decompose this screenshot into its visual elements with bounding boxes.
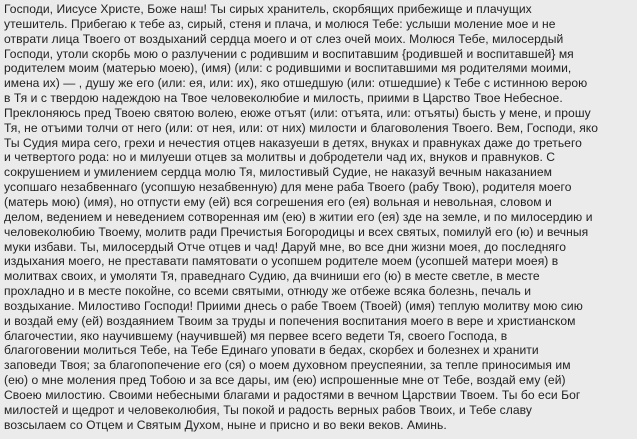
prayer-line: благоговении молиться Тебе, на Тебе Единаго уповати в бедах, скорбех и болезнех и хранити (4, 343, 539, 358)
prayer-line: молитвах своих, и умоляти Тя, праведнаго Судию, да вчиниши его (ю) в месте светле, в месте (4, 269, 540, 284)
prayer-line: утешитель. Прибегаю к тебе аз, сирый, стеня и плача, и молюся Тебе: услыши моление мое и не (4, 16, 556, 31)
prayer-line: муки избави. Ты, милосердый Отче отцев и чад! Даруй мне, во все дни жизни моея, до последняго (4, 239, 566, 254)
prayer-line: Своею милостию. Своими небесными благами и радостями в вечном Царствии Твоем. Ты бо еси Бог (4, 387, 581, 402)
prayer-line: Тя, не отъими толчи от него (или: от нея, или: от них) милости и благоволения Твоего. Вем, Господи, яко (4, 120, 599, 135)
prayer-line: заповеди Твоя; за благопопечение его (ся) о моем духовном преуспеянии, за тепле приносимыя им (4, 358, 571, 373)
prayer-text (4, 2, 633, 432)
prayer-line: (ею) о мне моления пред Тобою и за все дары, им (ею) испрошенные мне от Тебе, воздай ему (ей) (4, 373, 566, 388)
prayer-line: и четвертого рода: но и милуеши отцев за молитвы и добродетели чад их, внуков и правнуков. С (4, 150, 556, 165)
prayer-line: возсылаем со Отцем и Святым Духом, ныне и присно и во веки веков. Аминь. (4, 417, 447, 432)
prayer-line: Преклоняюсь пред Твоею святою волею, еюже отъят (или: отъята, или: отъяты) бысть у мене, и прошу (4, 105, 591, 120)
prayer-line: родителем моим (матерью моею), (имя) (или: с родившими и воспитавшими мя родителями моими, (4, 61, 572, 76)
prayer-line: издыхания моего, не преставати памятовати о усопшем родителе моем (усопшей матери моея) в (4, 254, 559, 269)
prayer-line: и воздай ему (ей) воздаянием Твоим за труды и попечения воспитания моего в вере и христианском (4, 313, 576, 328)
prayer-line: в Тя и с твердою надеждою на Твое человеколюбие и милость, приими в Царство Твое Небесное. (4, 91, 563, 106)
prayer-line: имена их) — , душу же его (или: ея, или: их), яко отшедшую (или: отшедшие) к Тебе с истинною верою (4, 76, 588, 91)
prayer-line: Господи, утоли скорбь мою о разлучении с родившим и воспитавшим {родившей и воспитавшей} мя (4, 46, 574, 61)
prayer-line: делом, ведением и неведением сотворенная им (ею) в житии его (ея) зде на земле, и по милосердию и (4, 209, 593, 224)
prayer-line: (матерь мою) (имя), но отпусти ему (ей) вся согрешения его (ея) вольная и невольная, словом и (4, 194, 552, 209)
prayer-line: прохладно и в месте покойне, со всеми святыми, отнюду же отбеже всяка болезнь, печаль и (4, 284, 532, 299)
prayer-line: Господи, Иисусе Христе, Боже наш! Ты сирых хранитель, скорбящих прибежище и плачущих (4, 2, 532, 16)
prayer-line: Ты Судия мира сего, грехи и нечестия отцев наказуеши в детях, внуках и правнуках даже до третьего (4, 135, 582, 150)
prayer-line: усопшаго незабвеннаго (усопшую незабвенную) для мене раба Твоего (рабу Твою), родителя моего (4, 180, 572, 195)
prayer-line: благочестии, яко научившему (научившей) мя первее всего ведети Тя, своего Господа, в (4, 328, 508, 343)
prayer-line: сокрушением и умилением сердца молю Тя, милостивый Судие, не наказуй вечным наказанием (4, 165, 552, 180)
prayer-line: воздыхание. Милостиво Господи! Приими днесь о рабе Твоем (Твоей) (имя) теплую молитву мою сию (4, 298, 583, 313)
prayer-line: отврати лица Твоего от воздыханий сердца моего и от слез очей моих. Молюся Тебе, милосердый (4, 31, 564, 46)
prayer-line: милостей и щедрот и человеколюбия, Ты покой и радость верных рабов Твоих, и Тебе славу (4, 402, 532, 417)
prayer-line: человеколюбию Твоему, молитв ради Пречистыя Богородицы и всех святых, помилуй его (ю) и вечныя (4, 224, 589, 239)
